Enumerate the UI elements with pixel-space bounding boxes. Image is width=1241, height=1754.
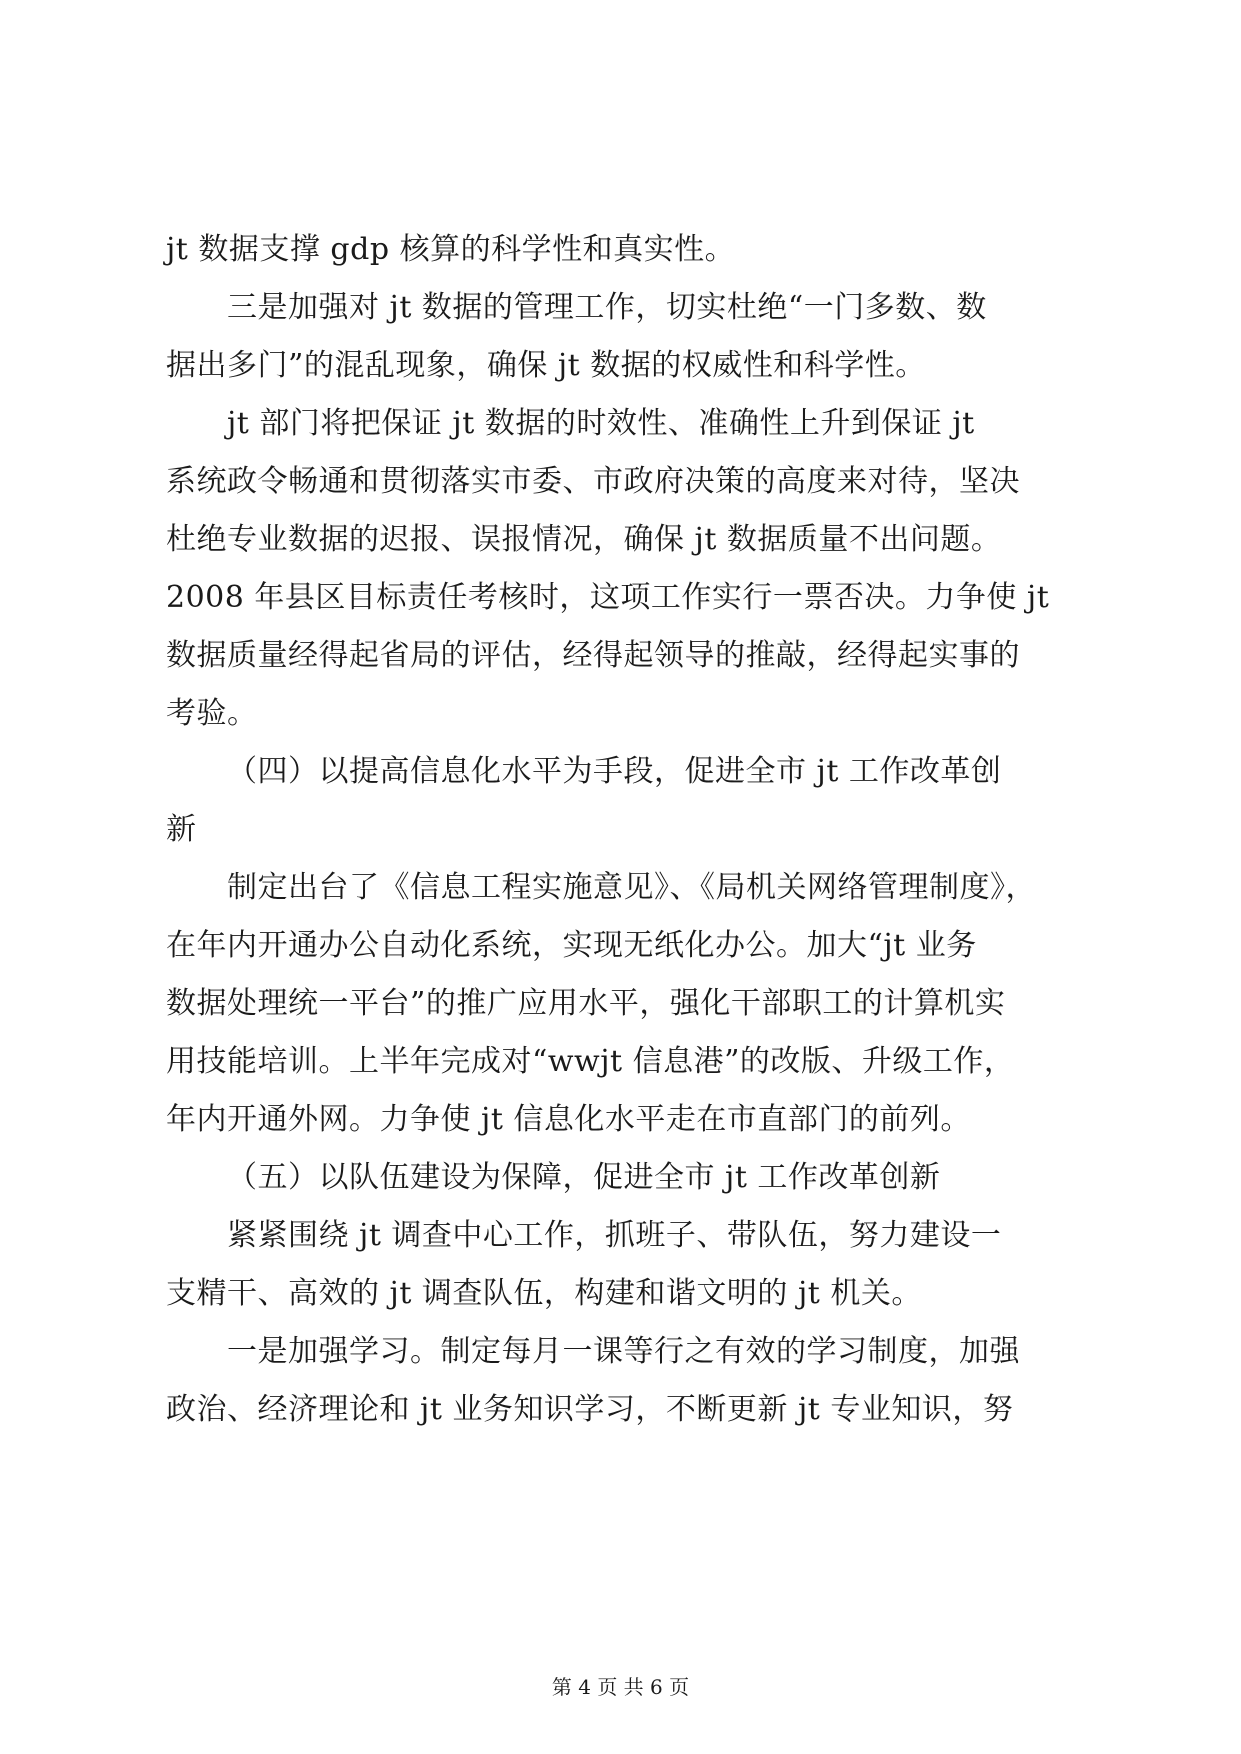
- text-line: 在年内开通办公自动化系统，实现无纸化办公。加大“jt 业务: [166, 928, 977, 963]
- text-line: 紧紧围绕 jt 调查中心工作，抓班子、带队伍，努力建设一: [227, 1218, 1002, 1253]
- text-line: jt 数据支撑 gdp 核算的科学性和真实性。: [166, 232, 736, 267]
- text-line: 据出多门”的混乱现象，确保 jt 数据的权威性和科学性。: [166, 348, 926, 383]
- text-line: 考验。: [166, 696, 258, 731]
- text-line: 2008 年县区目标责任考核时，这项工作实行一票否决。力争使 jt: [166, 580, 1050, 615]
- text-line: 杜绝专业数据的迟报、误报情况，确保 jt 数据质量不出问题。: [166, 522, 1002, 557]
- text-line: 制定出台了《信息工程实施意见》、《局机关网络管理制度》，: [227, 870, 1036, 905]
- page-footer: 第 4 页 共 6 页: [551, 1675, 690, 1699]
- section-heading: 新: [166, 812, 197, 847]
- text-line: 用技能培训。上半年完成对“wwjt 信息港”的改版、升级工作，: [166, 1044, 1015, 1079]
- text-line: 政治、经济理论和 jt 业务知识学习，不断更新 jt 专业知识，努: [166, 1392, 1014, 1427]
- text-line: 一是加强学习。制定每月一课等行之有效的学习制度，加强: [227, 1334, 1020, 1369]
- section-heading: （四）以提高信息化水平为手段，促进全市 jt 工作改革创: [227, 754, 1002, 789]
- text-line: 数据质量经得起省局的评估，经得起领导的推敲，经得起实事的: [166, 638, 1020, 673]
- text-line: 数据处理统一平台”的推广应用水平，强化干部职工的计算机实: [166, 986, 1006, 1021]
- section-heading: （五）以队伍建设为保障，促进全市 jt 工作改革创新: [227, 1160, 941, 1195]
- text-line: jt 部门将把保证 jt 数据的时效性、准确性上升到保证 jt: [227, 406, 975, 441]
- text-line: 系统政令畅通和贯彻落实市委、市政府决策的高度来对待，坚决: [166, 464, 1020, 499]
- text-line: 三是加强对 jt 数据的管理工作，切实杜绝“一门多数、数: [227, 290, 987, 325]
- text-line: 年内开通外网。力争使 jt 信息化水平走在市直部门的前列。: [166, 1102, 971, 1137]
- text-line: 支精干、高效的 jt 调查队伍，构建和谐文明的 jt 机关。: [166, 1276, 922, 1311]
